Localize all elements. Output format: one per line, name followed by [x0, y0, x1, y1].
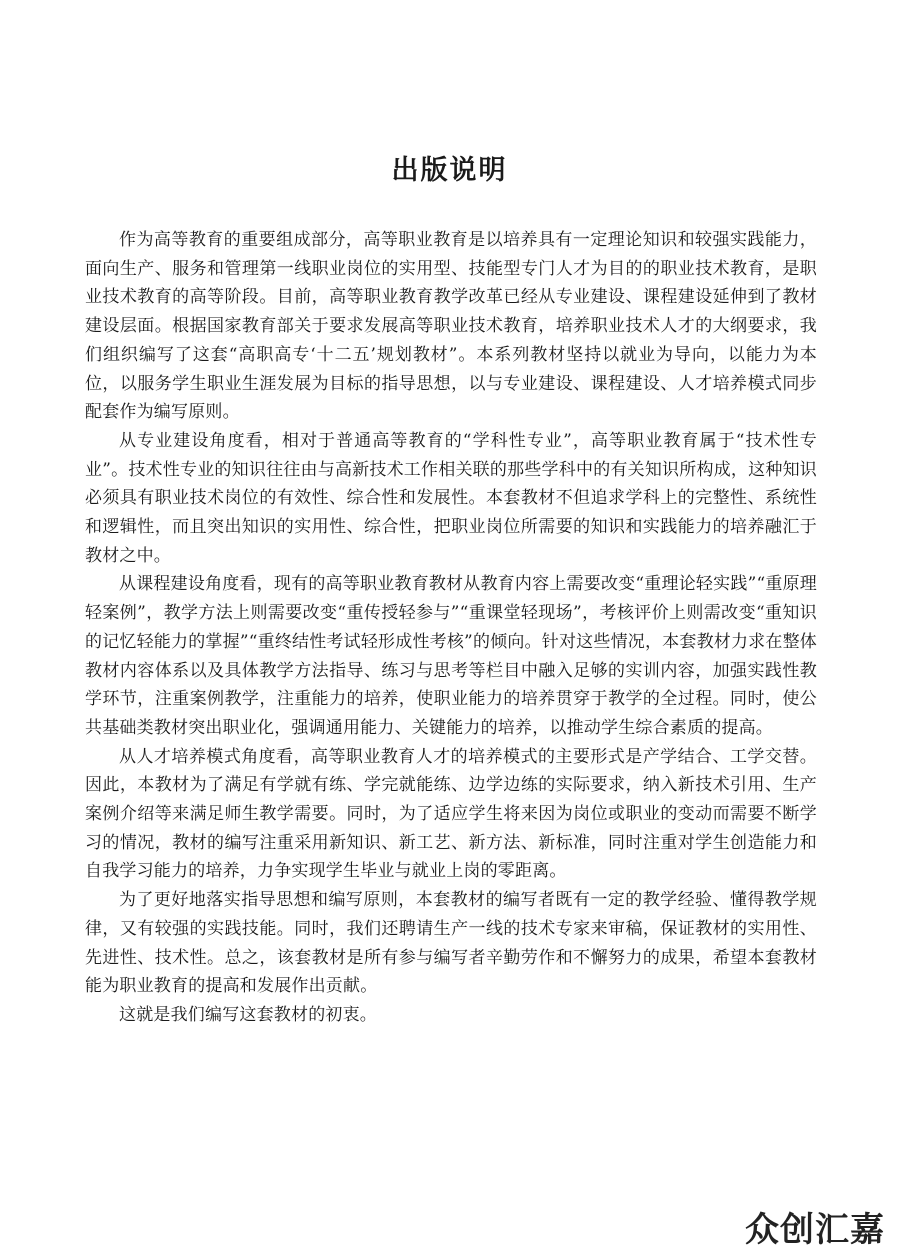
- page-title: 出版说明: [391, 155, 508, 186]
- paragraph-1: 作为高等教育的重要组成部分，高等职业教育是以培养具有一定理论知识和较强实践能力，面向生产、服务和管理第一线职业岗位的实用型、技能型专门人才为目的的职业技术教育，是职业技术教育的高等阶段。目前，高等职业教育教学改革已经从专业建设、课程建设延伸到了教材建设层面。根据国家教育部关于要求发展高等职业技术教育，培养职业技术人才的大纲要求，我们组织编写了这套“高职高专‘十二五’规划教材”。本系列教材坚持以就业为导向，以能力为本位，以服务学生职业生涯发展为目标的指导思想，以与专业建设、课程建设、人才培养模式同步配套作为编写原则。: [85, 230, 817, 423]
- paragraph-3: 从课程建设角度看，现有的高等职业教育教材从教育内容上需要改变“重理论轻实践”“重原理轻案例”，教学方法上则需要改变“重传授轻参与”“重课堂轻现场”，考核评价上则需改变“重知识的记忆轻能力的掌握”“重终结性考试轻形成性考核”的倾向。针对这些情况，本套教材力求在整体教材内容体系以及具体教学方法指导、练习与思考等栏目中融入足够的实训内容，加强实践性教学环节，注重案例教学，注重能力的培养，使职业能力的培养贯穿于教学的全过程。同时，使公共基础类教材突出职业化，强调通用能力、关键能力的培养，以推动学生综合素质的提高。: [85, 574, 817, 738]
- paragraph-6: 这就是我们编写这套教材的初衷。: [119, 1004, 377, 1025]
- document-body: [85, 226, 817, 1030]
- watermark-logo: 众创汇嘉: [745, 1210, 885, 1250]
- paragraph-2: 从专业建设角度看，相对于普通高等教育的“学科性专业”，高等职业教育属于“技术性专业”。技术性专业的知识往往由与高新技术工作相关联的那些学科中的有关知识所构成，这种知识必须具有职业技术岗位的有效性、综合性和发展性。本套教材不但追求学科上的完整性、系统性和逻辑性，而且突出知识的实用性、综合性，把职业岗位所需要的知识和实践能力的培养融汇于教材之中。: [85, 430, 817, 566]
- paragraph-4: 从人才培养模式角度看，高等职业教育人才的培养模式的主要形式是产学结合、工学交替。因此，本教材为了满足有学就有练、学完就能练、边学边练的实际要求，纳入新技术引用、生产案例介绍等来满足师生教学需要。同时，为了适应学生将来因为岗位或职业的变动而需要不断学习的情况，教材的编写注重采用新知识、新工艺、新方法、新标准，同时注重对学生创造能力和自我学习能力的培养，力争实现学生毕业与就业上岗的零距离。: [85, 746, 817, 882]
- paragraph-5: 为了更好地落实指导思想和编写原则，本套教材的编写者既有一定的教学经验、懂得教学规律，又有较强的实践技能。同时，我们还聘请生产一线的技术专家来审稿，保证教材的实用性、先进性、技术性。总之，该套教材是所有参与编写者辛勤劳作和不懈努力的成果，希望本套教材能为职业教育的提高和发展作出贡献。: [85, 890, 817, 997]
